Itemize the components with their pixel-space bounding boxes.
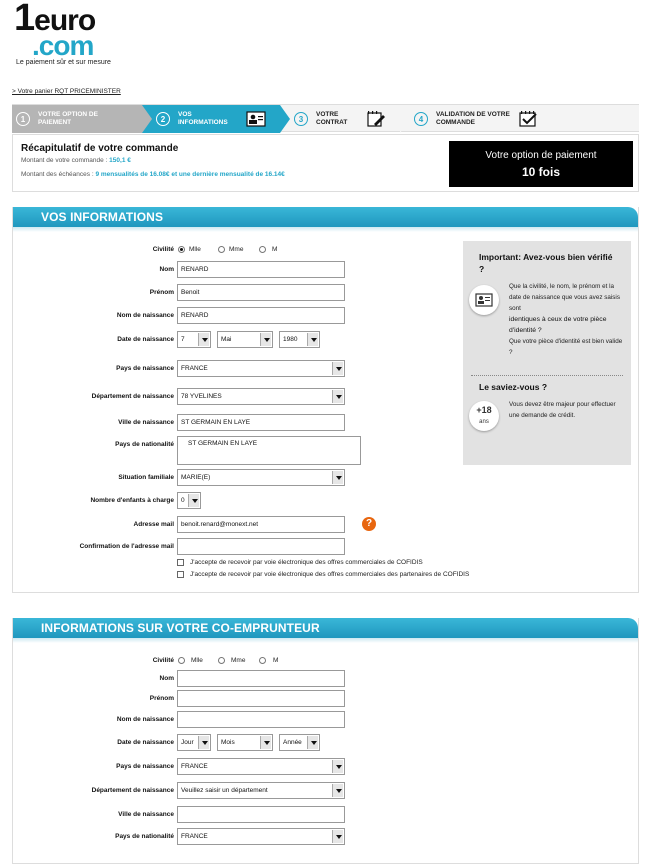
year-value: 1980	[283, 336, 298, 343]
chevron-down-icon	[198, 736, 209, 749]
checkout-steps	[12, 104, 639, 132]
ville-label: Ville de naissance	[118, 419, 174, 426]
logo-one: 1	[14, 0, 35, 39]
enfants-select[interactable]	[177, 492, 201, 509]
year-select[interactable]	[279, 331, 320, 348]
step-label-line1: VALIDATION DE VOTRE	[436, 111, 510, 118]
optin-cofidis-label: J'accepte de recevoir par voie électronique des offres commerciales de COFIDIS	[190, 559, 423, 566]
pays-naissance-value: FRANCE	[181, 365, 208, 372]
step-2	[142, 105, 280, 133]
did-you-know-title: Le saviez-vous ?	[479, 382, 548, 392]
co-pays-naissance-value: FRANCE	[181, 763, 208, 770]
civilite-row	[13, 241, 473, 261]
chevron-down-icon	[332, 830, 343, 843]
tip-text-1: Que la civilité, le nom, le prénom et la date de naissance que vous avez saisis sont	[509, 283, 620, 312]
day-value: 7	[181, 336, 185, 343]
co-date-naissance-label: Date de naissance	[117, 739, 174, 746]
day-select[interactable]	[177, 331, 211, 348]
recap-title: Récapitulatif de votre commande	[21, 143, 179, 154]
co-departement-value: Veuillez saisir un département	[181, 787, 268, 794]
departement-select[interactable]	[177, 388, 345, 405]
chevron-down-icon	[332, 760, 343, 773]
pays-naissance-select[interactable]	[177, 360, 345, 377]
verification-tip-box	[463, 241, 631, 465]
enfants-label: Nombre d'enfants à charge	[90, 497, 174, 504]
radio-mlle-label: Mlle	[189, 246, 201, 253]
co-departement-select[interactable]	[177, 782, 345, 799]
co-radio-mlle[interactable]	[178, 657, 185, 664]
step-arrow	[280, 105, 290, 133]
co-month-select[interactable]	[217, 734, 273, 751]
prenom-label: Prénom	[149, 289, 174, 296]
chevron-down-icon	[332, 784, 343, 797]
departement-row	[13, 388, 473, 408]
panel-title: VOS INFORMATIONS	[13, 207, 638, 227]
help-icon[interactable]: ?	[362, 517, 376, 531]
instalments	[21, 171, 285, 178]
co-ville-label: Ville de naissance	[118, 811, 174, 818]
co-radio-mme[interactable]	[218, 657, 225, 664]
co-radio-mlle-label: Mlle	[191, 657, 203, 664]
step-3	[280, 105, 400, 133]
did-you-know-text: Vous devez être majeur pour effectuer une demande de crédit.	[509, 401, 616, 419]
co-departement-row	[13, 782, 473, 802]
prenom-input[interactable]: Benoit	[177, 284, 345, 301]
co-ville-input[interactable]	[177, 806, 345, 823]
co-prenom-row	[13, 690, 473, 710]
step-number: 2	[156, 112, 170, 126]
co-nom-label: Nom	[159, 675, 174, 682]
personal-info-panel	[12, 207, 639, 593]
departement-value: 78 YVELINES	[181, 393, 222, 400]
tip-text	[509, 281, 625, 358]
radio-mlle[interactable]	[178, 246, 185, 253]
co-nom-naissance-input[interactable]	[177, 711, 345, 728]
nationalite-row	[13, 436, 473, 456]
departement-label: Département de naissance	[91, 393, 174, 400]
email-row	[13, 516, 473, 536]
logo-com: .com	[32, 30, 94, 61]
co-civilite-row	[13, 652, 473, 672]
co-day-select[interactable]	[177, 734, 211, 751]
radio-mme-label: Mme	[229, 246, 244, 253]
situation-label: Situation familiale	[118, 474, 174, 481]
age-badge: +18	[476, 405, 492, 415]
co-nationalite-row	[13, 828, 473, 848]
co-ville-row	[13, 806, 473, 826]
co-prenom-label: Prénom	[149, 695, 174, 702]
date-naissance-row	[13, 331, 473, 351]
optin-partners-label: J'accepte de recevoir par voie électronique des offres commerciales des partenaires de COFIDIS	[190, 571, 470, 578]
logo	[14, 0, 124, 66]
instalments-value: 9 mensualités de 16.08€ et une dernière mensualité de 16.14€	[95, 171, 285, 178]
co-pays-naissance-label: Pays de naissance	[116, 763, 174, 770]
step-arrow	[142, 105, 152, 133]
chevron-down-icon	[260, 333, 271, 346]
nom-row	[13, 261, 473, 281]
email-confirm-label: Confirmation de l'adresse mail	[79, 543, 174, 550]
situation-value: MARIE(E)	[181, 474, 211, 481]
radio-m-label: M	[272, 246, 278, 253]
co-radio-m[interactable]	[259, 657, 266, 664]
step-label-line1: VOTRE	[316, 111, 339, 118]
situation-row	[13, 469, 473, 489]
step-label-line1: VOS	[178, 111, 192, 118]
chevron-down-icon	[332, 471, 343, 484]
nationalite-textarea[interactable]: ST GERMAIN EN LAYE	[177, 436, 361, 465]
nom-naissance-input[interactable]: RENARD	[177, 307, 345, 324]
step-number: 4	[414, 112, 428, 126]
order-amount-label: Montant de votre commande :	[21, 157, 108, 164]
optin-cofidis-checkbox[interactable]	[177, 559, 184, 566]
step-1	[12, 105, 142, 133]
co-pays-naissance-select[interactable]	[177, 758, 345, 775]
chevron-down-icon	[332, 390, 343, 403]
nom-naissance-row	[13, 307, 473, 327]
co-radio-m-label: M	[273, 657, 279, 664]
co-borrower-panel	[12, 618, 639, 864]
tip-text-2: Que votre pièce d'identité est bien valide ?	[509, 338, 623, 356]
step-label-line2: PAIEMENT	[38, 119, 72, 126]
co-nom-naissance-row	[13, 711, 473, 731]
step-label-line2: COMMANDE	[436, 119, 475, 126]
co-nom-naissance-label: Nom de naissance	[116, 716, 174, 723]
email-label: Adresse mail	[133, 521, 174, 528]
pays-naissance-row	[13, 360, 473, 380]
optin-partners-checkbox[interactable]	[177, 571, 184, 578]
step-arrow	[400, 105, 410, 133]
co-month-value: Mois	[221, 739, 235, 746]
enfants-row	[13, 492, 473, 512]
step-label-line2: INFORMATIONS	[178, 119, 228, 126]
month-value: Mai	[221, 336, 232, 343]
co-day-value: Jour	[181, 739, 194, 746]
co-departement-label: Département de naissance	[91, 787, 174, 794]
id-card-icon	[246, 111, 266, 127]
step-4	[400, 105, 639, 133]
nom-input[interactable]: RENARD	[177, 261, 345, 278]
nom-naissance-label: Nom de naissance	[116, 312, 174, 319]
date-naissance-label: Date de naissance	[117, 336, 174, 343]
payment-option-box	[449, 141, 633, 187]
radio-m[interactable]	[259, 246, 266, 253]
co-nationalite-label: Pays de nationalité	[115, 833, 174, 840]
chevron-down-icon	[188, 494, 199, 507]
order-summary	[12, 134, 639, 192]
order-amount-value: 150,1 €	[109, 157, 131, 164]
co-nom-row	[13, 670, 473, 690]
logo-tagline: Le paiement sûr et sur mesure	[16, 59, 111, 66]
co-prenom-input[interactable]	[177, 690, 345, 707]
instalments-label: Montant des échéances :	[21, 171, 94, 178]
pays-naissance-label: Pays de naissance	[116, 365, 174, 372]
email-input[interactable]: benoit.renard@monext.net	[177, 516, 345, 533]
co-date-naissance-row	[13, 734, 473, 754]
chevron-down-icon	[260, 736, 271, 749]
id-card-icon	[469, 285, 499, 315]
payment-option-title: Votre option de paiement	[485, 150, 597, 161]
age-18-icon	[469, 401, 499, 431]
nationalite-label: Pays de nationalité	[115, 441, 174, 448]
back-to-cart-link[interactable]: > Votre panier RQT PRICEMINISTER	[12, 88, 121, 95]
step-label-line2: CONTRAT	[316, 119, 348, 126]
age-badge-sub: ans	[479, 419, 489, 425]
co-pays-naissance-row	[13, 758, 473, 778]
logo-euro: euro	[34, 4, 96, 37]
tip-text-strong: identiques à ceux de votre pièce d'identité ?	[509, 316, 607, 334]
enfants-value: 0	[181, 497, 185, 504]
step-number: 3	[294, 112, 308, 126]
step-label-line1: VOTRE OPTION DE	[38, 111, 98, 118]
radio-mme[interactable]	[218, 246, 225, 253]
ville-row	[13, 414, 473, 434]
panel-title: INFORMATIONS SUR VOTRE CO-EMPRUNTEUR	[13, 618, 638, 638]
co-radio-mme-label: Mme	[231, 657, 246, 664]
co-year-select[interactable]	[279, 734, 320, 751]
co-nationalite-select[interactable]	[177, 828, 345, 845]
prenom-row	[13, 284, 473, 304]
co-nationalite-value: FRANCE	[181, 833, 208, 840]
nom-label: Nom	[159, 266, 174, 273]
co-nom-input[interactable]	[177, 670, 345, 687]
chevron-down-icon	[307, 333, 318, 346]
chevron-down-icon	[198, 333, 209, 346]
chevron-down-icon	[332, 362, 343, 375]
civilite-label: Civilité	[152, 246, 174, 253]
order-amount	[21, 157, 131, 164]
chevron-down-icon	[307, 736, 318, 749]
email-confirm-row	[13, 538, 473, 558]
step-number: 1	[16, 112, 30, 126]
sign-document-icon	[366, 111, 386, 127]
divider	[471, 375, 623, 376]
co-year-value: Année	[283, 739, 302, 746]
situation-select[interactable]	[177, 469, 345, 486]
tip-title: Important: Avez-vous bien vérifié ?	[479, 252, 613, 274]
month-select[interactable]	[217, 331, 273, 348]
ville-input[interactable]: ST GERMAIN EN LAYE	[177, 414, 345, 431]
email-confirm-input[interactable]	[177, 538, 345, 555]
calendar-check-icon	[518, 111, 538, 127]
co-civilite-label: Civilité	[152, 657, 174, 664]
payment-option-value: 10 fois	[521, 165, 560, 179]
